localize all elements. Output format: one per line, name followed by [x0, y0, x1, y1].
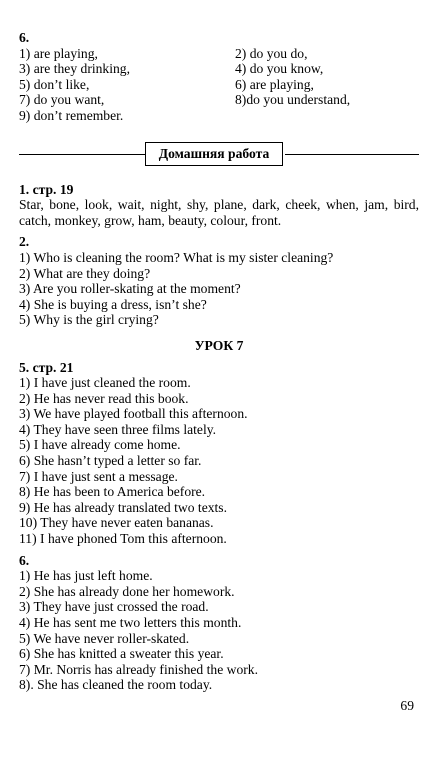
- answer-line: 2) She has already done her homework.: [19, 583, 235, 599]
- answer-line: 6) She has knitted a sweater this year.: [19, 646, 224, 662]
- answer-line: 8) He has been to America before.: [19, 484, 206, 500]
- answer-line: 5) I have already come home.: [19, 437, 181, 453]
- answer-line: 11) I have phoned Tom this afternoon.: [19, 531, 227, 547]
- homework-1-heading: 1. стр. 19: [19, 181, 74, 197]
- answer-line: 3) We have played football this afternoon.: [19, 406, 248, 422]
- exercise-5-heading: 5. стр. 21: [19, 359, 74, 375]
- answer-line: 4) do you know,: [235, 61, 324, 77]
- answer-line: 10) They have never eaten bananas.: [19, 515, 214, 531]
- divider-rule-left: [19, 154, 145, 155]
- answer-line: 7) Mr. Norris has already finished the work.: [19, 661, 258, 677]
- answer-line: 6) are playing,: [235, 76, 314, 92]
- answer-line: 7) do you want,: [19, 92, 105, 108]
- answer-line: 7) I have just sent a message.: [19, 468, 178, 484]
- lesson-title: УРОК 7: [194, 337, 244, 353]
- answer-line: 2) He has never read this book.: [19, 390, 189, 406]
- answer-line: 9) don’t remember.: [19, 107, 124, 123]
- page-content: [19, 30, 419, 693]
- answer-line: 5) don’t like,: [19, 76, 90, 92]
- answer-line: 4) He has sent me two letters this month.: [19, 615, 242, 630]
- answer-line: 4) She is buying a dress, isn’t she?: [19, 296, 207, 312]
- answer-line: 2) What are they doing?: [19, 265, 151, 281]
- homework-2-heading: 2.: [19, 234, 30, 250]
- exercise-6-heading: 6.: [19, 552, 30, 568]
- answer-line: 6) She hasn’t typed a letter so far.: [19, 453, 202, 469]
- answer-line: 8)do you understand,: [235, 92, 351, 108]
- answer-line: 1) Who is cleaning the room? What is my sister cleaning?: [19, 249, 334, 265]
- answer-line: 3) are they drinking,: [19, 61, 130, 77]
- answer-line: 5) We have never roller-skated.: [19, 630, 190, 646]
- homework-1-text: Star, bone, look, wait, night, shy, plane, dark, cheek, when, jam, bird, catch, monkey, grow, ham, beauty, colour, front.: [19, 197, 419, 228]
- answer-line: 9) He has already translated two texts.: [19, 499, 227, 515]
- answer-line: 3) They have just crossed the road.: [19, 599, 209, 615]
- exercise-6-top-heading: 6.: [19, 30, 30, 45]
- answers-right-column: [235, 46, 419, 124]
- answer-line: 5) Why is the girl crying?: [19, 312, 159, 328]
- page-number: 69: [400, 698, 414, 713]
- answer-line: 1) I have just cleaned the room.: [19, 375, 191, 391]
- answer-line: 1) are playing,: [19, 45, 98, 61]
- answer-line: 2) do you do,: [235, 45, 308, 61]
- homework-label: Домашняя работа: [145, 142, 283, 166]
- answer-line: 1) He has just left home.: [19, 568, 153, 584]
- exercise-6-top-answers: [19, 46, 419, 124]
- answer-line: 3) Are you roller-skating at the moment?: [19, 281, 241, 297]
- answer-line: 8). She has cleaned the room today.: [19, 677, 213, 693]
- answers-left-column: [19, 46, 235, 124]
- answer-line: 4) They have seen three films lately.: [19, 421, 217, 437]
- homework-divider: [19, 142, 419, 168]
- divider-rule-right: [285, 154, 419, 155]
